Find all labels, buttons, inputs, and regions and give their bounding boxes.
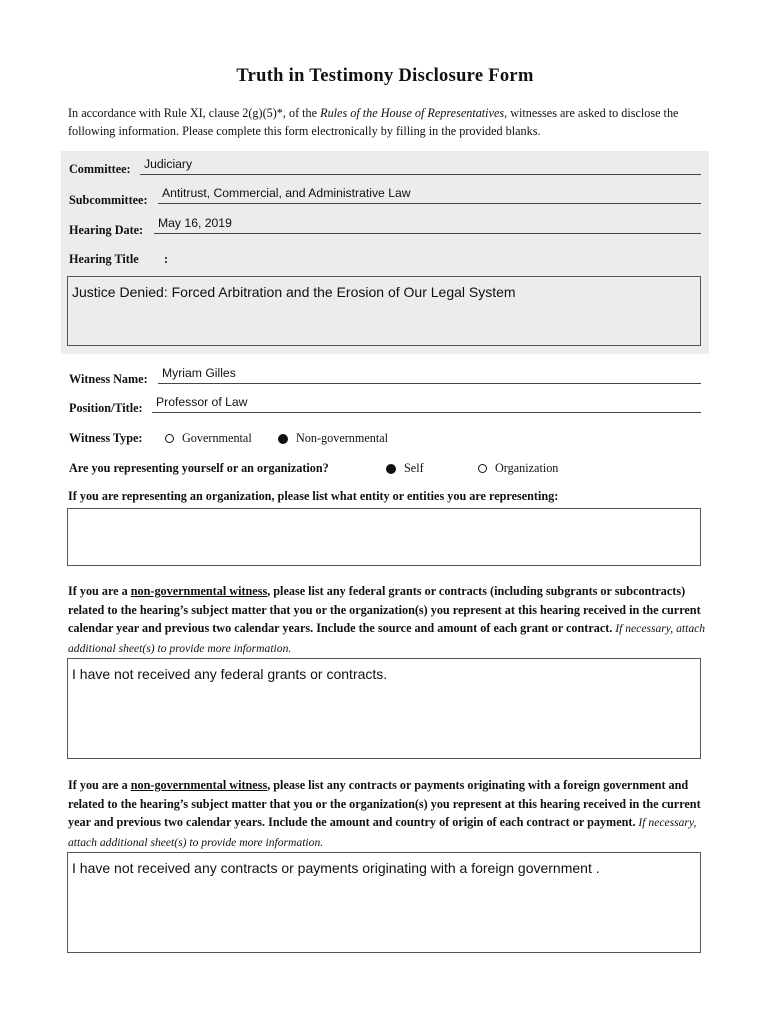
intro-post: , witnesses are asked to disclose the following information. Please complete this form electronically by filling in the provided blanks. (68, 106, 679, 138)
witness-name-field[interactable]: Myriam Gilles (158, 366, 701, 384)
grants-pre: If you are a (68, 584, 131, 598)
witness-type-non-governmental[interactable] (278, 431, 388, 446)
foreign-instructions (68, 776, 708, 852)
representing-label: Are you representing yourself or an organization? (69, 461, 329, 475)
foreign-pre: If you are a (68, 778, 131, 792)
non-governmental-label: Non-governmental (296, 431, 389, 445)
hearing-date-label: Hearing Date: (69, 223, 144, 237)
position-title-label: Position/Title: (69, 401, 143, 415)
hearing-date-field[interactable]: May 16, 2019 (154, 216, 701, 234)
committee-label: Committee: (69, 162, 131, 176)
committee-field[interactable]: Judiciary (140, 157, 701, 175)
intro-rules-title: Rules of the House of Representatives (320, 106, 505, 120)
foreign-non-governmental-witness: non-governmental witness (130, 778, 268, 792)
foreign-note: If necessary, attach additional sheet(s) to provide more information. (68, 816, 697, 849)
subcommittee-label: Subcommittee: (69, 193, 148, 207)
radio-self-icon[interactable] (386, 464, 396, 474)
org-entities-label: If you are representing an organization, please list what entity or entities you are representing: (68, 489, 559, 503)
grants-non-governmental-witness: non-governmental witness (130, 584, 268, 598)
intro-pre: In accordance with Rule XI, clause 2(g)(5)*, of the (68, 106, 321, 120)
radio-non-governmental-icon[interactable] (278, 434, 288, 444)
subcommittee-field[interactable]: Antitrust, Commercial, and Administrative Law (158, 186, 701, 204)
radio-governmental-icon[interactable] (165, 434, 174, 443)
position-title-field[interactable]: Professor of Law (152, 395, 701, 413)
representing-self[interactable] (386, 461, 424, 476)
org-entities-field[interactable] (67, 508, 701, 566)
foreign-field[interactable]: I have not received any contracts or payments originating with a foreign government . (67, 852, 701, 953)
grants-field[interactable]: I have not received any federal grants or contracts. (67, 658, 701, 759)
governmental-label: Governmental (182, 431, 252, 445)
hearing-title-colon: : (164, 252, 169, 266)
representing-organization[interactable] (478, 461, 558, 476)
grants-instructions (68, 582, 708, 658)
self-label: Self (404, 461, 424, 475)
grants-post: , please list any federal grants or contracts (including subgrants or subcontracts) related to the hearing’s subject matter that you or the organization(s) you represent at this hearing received in the current calendar year and previous two calendar years. Include the source and amount of each grant or contract. (68, 584, 701, 636)
hearing-title-label: Hearing Title (69, 252, 139, 266)
witness-name-label: Witness Name: (69, 372, 148, 386)
intro-text (68, 104, 708, 140)
hearing-title-field[interactable]: Justice Denied: Forced Arbitration and the Erosion of Our Legal System (67, 276, 701, 346)
radio-organization-icon[interactable] (478, 464, 487, 473)
grants-note: If necessary, attach additional sheet(s) to provide more information. (68, 622, 706, 655)
witness-type-governmental[interactable] (165, 431, 252, 446)
witness-type-label: Witness Type: (69, 431, 143, 445)
organization-label: Organization (495, 461, 559, 475)
foreign-post: , please list any contracts or payments originating with a foreign government and related to the hearing’s subject matter that you or the organization(s) you represent at this hearing received in the current year and previous two calendar years. Include the amount and country of origin of each contract or payment. (68, 778, 701, 830)
form-title: Truth in Testimony Disclosure Form (236, 66, 534, 86)
